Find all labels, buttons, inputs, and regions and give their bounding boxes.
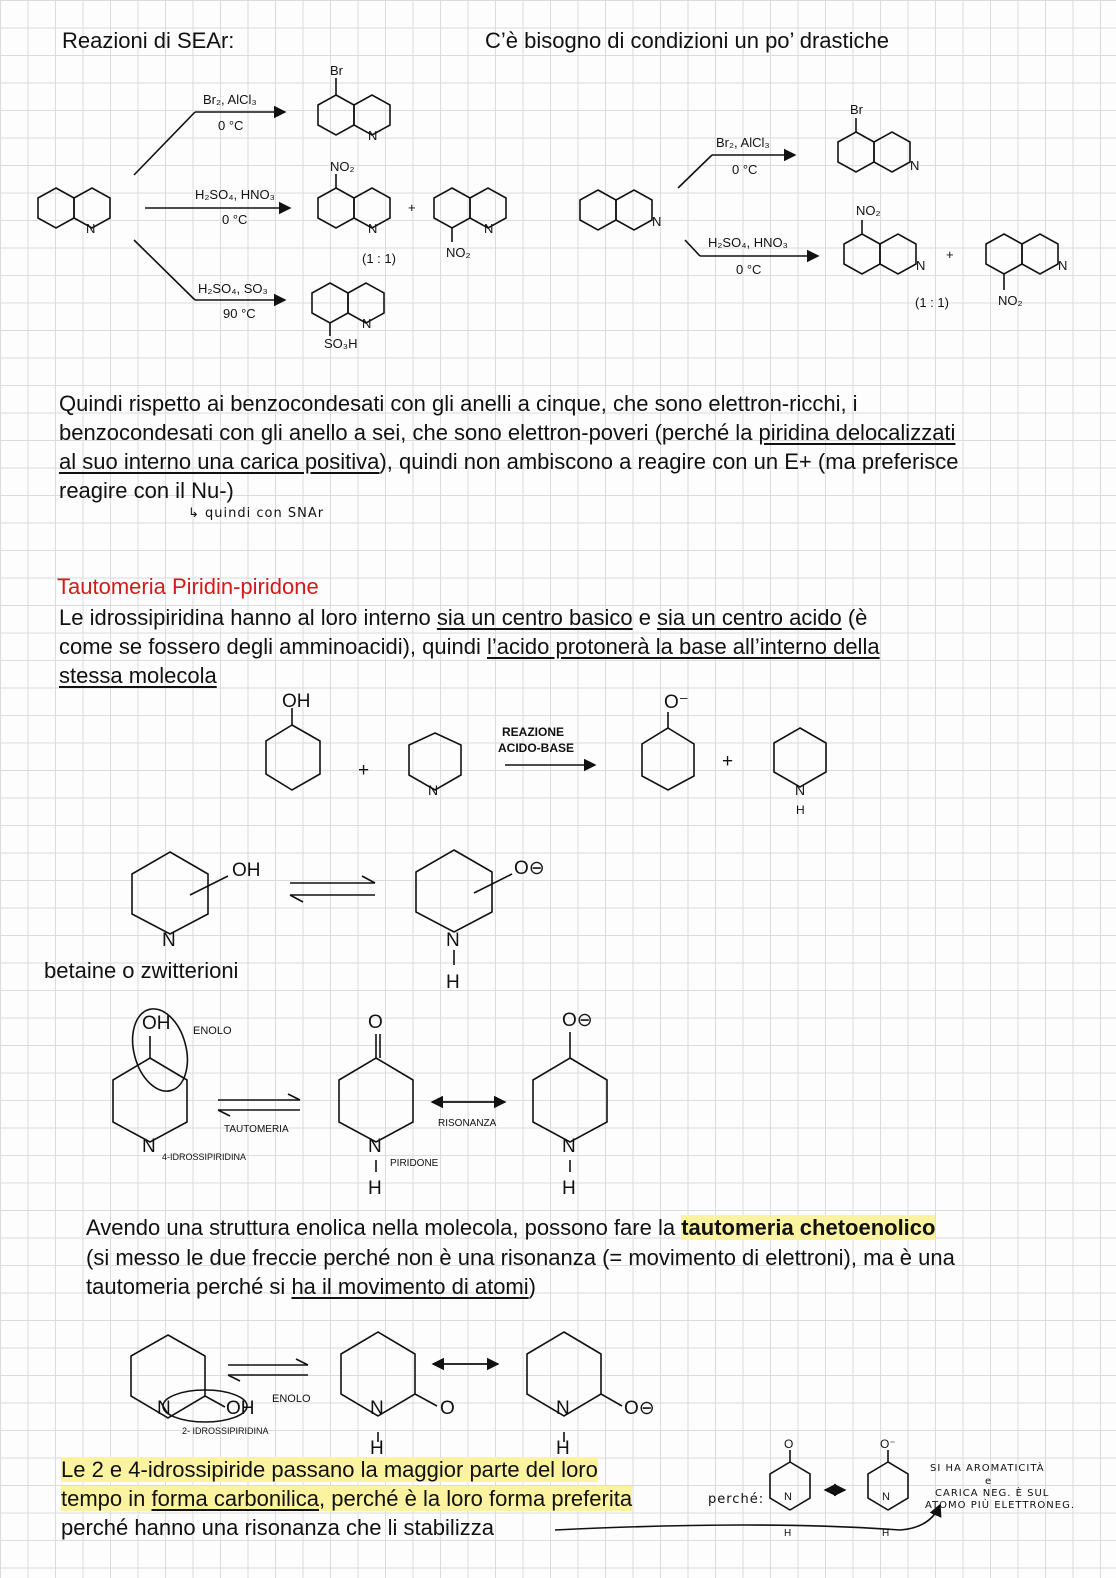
text-run: ) <box>528 1274 536 1299</box>
note-line1: SI HA AROMATICITÀ <box>930 1463 1045 1474</box>
underlined-text: ha il movimento di atomi <box>291 1274 529 1299</box>
para1-line1: Quindi rispetto ai benzocondesati con gli anelli a cinque, che sono elettron-ricchi, i <box>59 391 858 416</box>
atom-label: N <box>652 214 662 229</box>
note-line2: e <box>985 1476 993 1487</box>
highlighted-underlined-text: forma carbonilica <box>151 1486 320 1511</box>
molecule-name: 4-IDROSSIPIRIDINA <box>162 1152 247 1162</box>
atom-label: N <box>882 1491 890 1503</box>
text-run: Avendo una struttura enolica nella molecola, possono fare la <box>86 1215 682 1240</box>
atom-label: O⊖ <box>624 1398 655 1419</box>
text-run: e <box>632 605 658 630</box>
atom-label: NO₂ <box>446 245 471 260</box>
para2-line2: (si messo le due freccie perché non è una risonanza (= movimento di elettroni), ma è una <box>86 1245 955 1270</box>
underlined-text: l’acido protonerà la base all’interno della <box>486 634 880 659</box>
betaine-label: betaine o zwitterioni <box>44 958 239 983</box>
cond-text: 90 °C <box>223 306 256 321</box>
atom-label: N <box>368 221 378 236</box>
atom-label: N <box>556 1398 570 1419</box>
atom-label: N <box>484 221 494 236</box>
atom-label: NO₂ <box>330 159 355 174</box>
cond-text: Br₂, AlCl₃ <box>203 92 257 107</box>
atom-label: O⁻ <box>664 692 689 713</box>
atom-label: H <box>368 1178 382 1199</box>
atom-label: N <box>562 1136 576 1157</box>
text-run: (è <box>841 605 868 630</box>
cond-text: H₂SO₄, SO₃ <box>198 281 268 296</box>
cond-text: 0 °C <box>218 118 244 133</box>
text-run: come se fossero degli amminoacidi), quindi <box>59 634 487 659</box>
section-line3: stessa molecola <box>59 663 217 688</box>
reaction-label: REAZIONE <box>502 725 565 739</box>
plus-sign: + <box>722 751 734 772</box>
atom-label: O <box>784 1437 794 1451</box>
atom-label: N <box>157 1398 171 1419</box>
atom-label: O <box>440 1398 455 1419</box>
underlined-text: al suo interno una carica positiva <box>59 449 380 474</box>
section-title: Tautomeria Piridin-piridone <box>57 574 319 599</box>
para1-line4: reagire con il Nu-) <box>59 478 234 503</box>
cond-text: 0 °C <box>736 262 762 277</box>
atom-label: N <box>446 930 460 951</box>
header-right: C’è bisogno di condizioni un po’ drastiche <box>485 28 889 53</box>
risonanza-label: RISONANZA <box>438 1118 497 1129</box>
atom-label: H <box>784 1528 792 1539</box>
handwritten-perche: perché: <box>708 1492 765 1507</box>
handwritten-note: ↳ quindi con SNAr <box>188 506 325 521</box>
plus-sign: + <box>946 247 954 262</box>
piridone-label: PIRIDONE <box>390 1158 439 1169</box>
atom-label: N <box>795 782 806 798</box>
atom-label: H <box>556 1438 570 1459</box>
enolo-label: ENOLO <box>272 1393 311 1405</box>
highlighted-text: Le 2 e 4-idrossipiride passano la maggior parte del loro <box>61 1457 598 1482</box>
para3-line3: perché hanno una risonanza che li stabilizza <box>61 1515 494 1540</box>
text-run: ), quindi non ambiscono a reagire con un E+ (ma preferisce <box>379 449 959 474</box>
atom-label: H <box>882 1528 890 1539</box>
atom-label: O <box>368 1012 383 1033</box>
atom-label: N <box>916 258 926 273</box>
atom-label: N <box>910 158 920 173</box>
molecule-name: 2- IDROSSIPIRIDINA <box>182 1426 269 1436</box>
atom-label: OH <box>232 860 261 881</box>
atom-label: N <box>142 1136 156 1157</box>
atom-label: N <box>162 930 176 951</box>
atom-label: O⁻ <box>880 1437 896 1451</box>
atom-label: N <box>368 1136 382 1157</box>
atom-label: O⊖ <box>562 1010 593 1031</box>
highlighted-text: , perché è la loro forma preferita <box>319 1486 633 1511</box>
atom-label: H <box>446 972 460 993</box>
atom-label: N <box>86 221 96 236</box>
atom-label: OH <box>226 1398 255 1419</box>
atom-label: O⊖ <box>514 858 545 879</box>
underlined-text: piridina delocalizzati <box>758 420 956 445</box>
highlighted-text: tautomeria chetoenolico <box>681 1215 936 1240</box>
cond-text: 0 °C <box>732 162 758 177</box>
underlined-text: sia un centro basico <box>436 605 633 630</box>
atom-label: N <box>784 1491 792 1503</box>
atom-label: H <box>370 1438 384 1459</box>
plus-sign: + <box>408 200 416 215</box>
molecule-structures <box>38 78 1058 1530</box>
ratio-label: (1 : 1) <box>915 295 949 310</box>
atom-label: N <box>368 128 378 143</box>
cond-text: H₂SO₄, HNO₃ <box>708 235 788 250</box>
atom-label: SO₃H <box>324 336 358 351</box>
atom-label: N <box>428 782 439 798</box>
cond-text: 0 °C <box>222 212 248 227</box>
watermark-logo: ​ <box>41 111 124 218</box>
atom-label: OH <box>142 1013 171 1034</box>
highlighted-text: tempo in <box>61 1486 152 1511</box>
text-run: Le idrossipiridina hanno al loro interno <box>59 605 437 630</box>
reaction-label: ACIDO-BASE <box>498 741 575 755</box>
atom-label: Br <box>850 102 863 117</box>
atom-label: OH <box>282 691 311 712</box>
text-run: benzocondesati con gli anello a sei, che sono elettron-poveri (perché la <box>59 420 759 445</box>
ratio-label: (1 : 1) <box>362 251 396 266</box>
underlined-text: sia un centro acido <box>657 605 842 630</box>
enolo-label: ENOLO <box>193 1025 232 1037</box>
atom-label: NO₂ <box>998 293 1023 308</box>
atom-label: H <box>796 803 805 817</box>
atom-label: NO₂ <box>856 203 881 218</box>
cond-text: H₂SO₄, HNO₃ <box>195 187 275 202</box>
note-line3: CARICA NEG. È SUL <box>935 1488 1050 1499</box>
atom-label: N <box>362 316 372 331</box>
atom-label: Br <box>330 63 343 78</box>
atom-label: H <box>562 1178 576 1199</box>
tautomeria-label: TAUTOMERIA <box>224 1124 289 1135</box>
atom-label: N <box>1058 258 1068 273</box>
plus-sign: + <box>358 760 370 781</box>
atom-label: N <box>370 1398 384 1419</box>
text-run: tautomeria perché si <box>86 1274 292 1299</box>
note-line4: ATOMO PIÙ ELETTRONEG. <box>925 1500 1075 1511</box>
note-text: quindi con SNAr <box>205 506 325 521</box>
cond-text: Br₂, AlCl₃ <box>716 135 770 150</box>
header-left: Reazioni di SEAr: <box>62 28 235 53</box>
